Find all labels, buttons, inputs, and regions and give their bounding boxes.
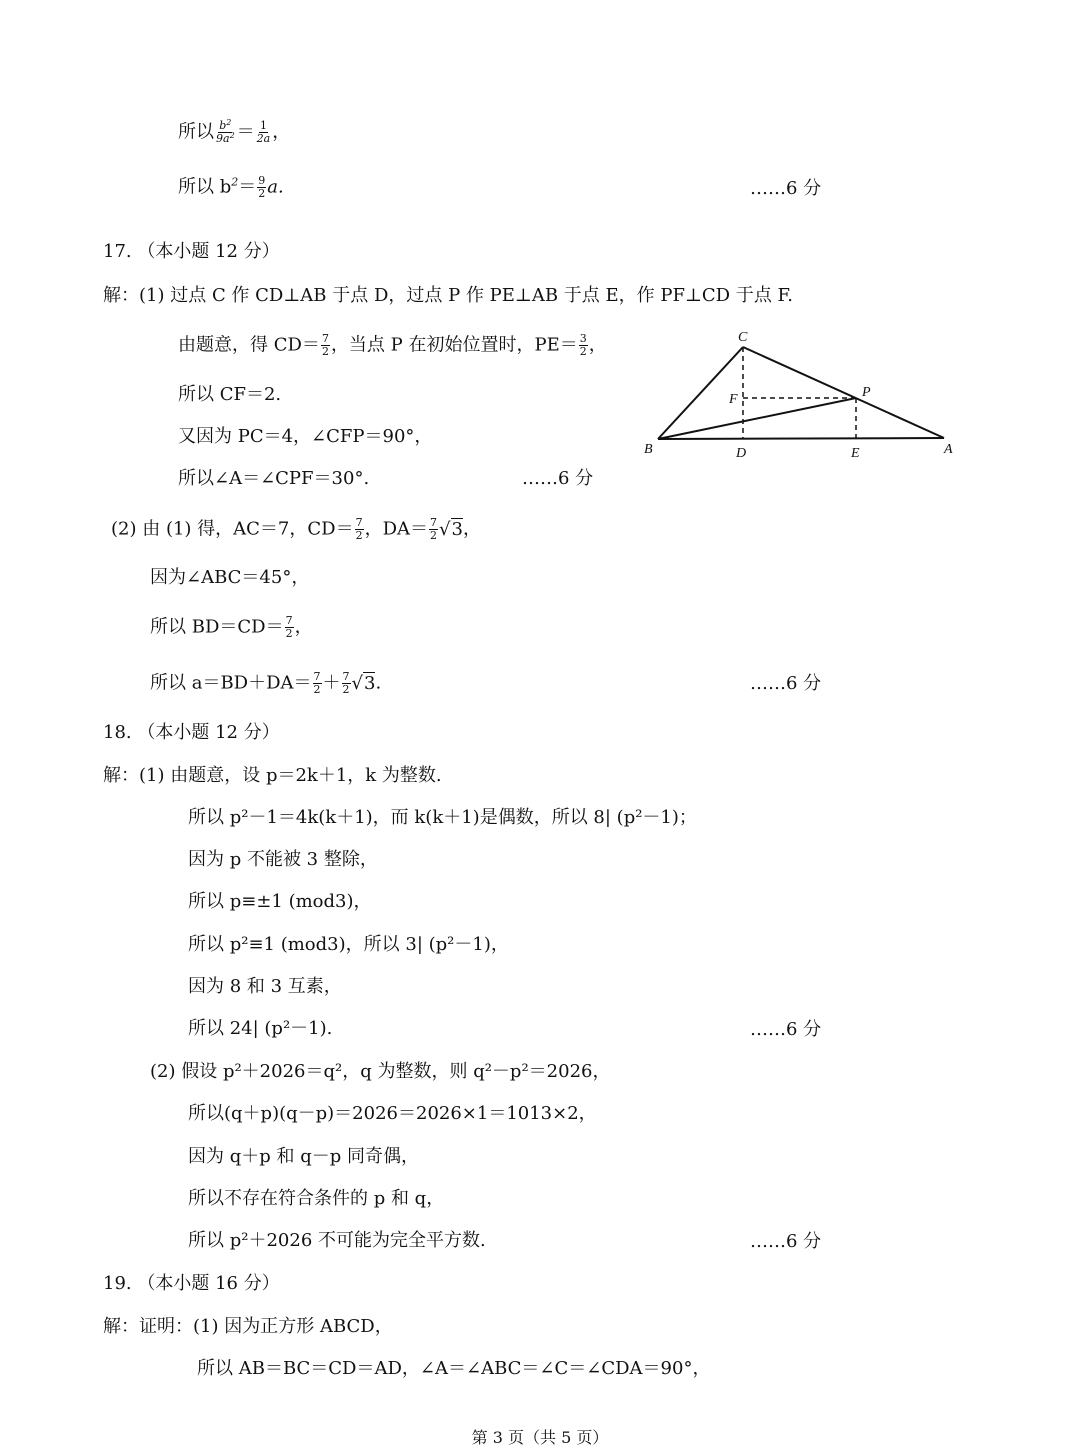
q17-line-cf: 所以 CF＝2. [178,384,282,405]
label-a: A [944,442,953,457]
q18-line-7: 所以 24| (p²－1). [188,1018,333,1039]
q18-line-3: 因为 p 不能被 3 整除， [188,849,378,870]
sqrt-3: √3 [439,518,463,540]
q18-line-4: 所以 p≡±1 (mod3)， [188,891,372,912]
q17-solution-intro: 解：(1) 过点 C 作 CD⊥AB 于点 D，过点 P 作 PE⊥AB 于点 E，作 PF⊥CD 于点 F. [103,285,793,306]
label-e: E [851,446,860,461]
label-c: C [738,330,748,345]
label-d: D [736,446,747,461]
fraction-7-over-2: $\frac{7}{2}$ [430,516,438,542]
q18-line-9: 所以(q＋p)(q－p)＝2026＝2026×1＝1013×2， [188,1103,597,1124]
fraction-7-over-2: $\frac{7}{2}$ [313,670,321,696]
fraction-7-over-2: $\frac{7}{2}$ [285,614,293,640]
fraction-3-over-2: $\frac{3}{2}$ [579,332,587,358]
score-mark: ……6 分 [750,1231,822,1252]
label-p: P [862,385,871,400]
q17-part2-line-2: 因为∠ABC＝45°， [150,567,310,588]
score-mark: ……6 分 [750,673,822,694]
fraction-9-over-2: $\frac{9}{2}$ [258,174,266,200]
fraction-7-over-2: $\frac{7}{2}$ [321,332,329,358]
q18-line-1: 解：(1) 由题意，设 p＝2k＋1，k 为整数. [103,765,442,786]
sqrt-3: √3 [351,672,376,694]
q19-header: 19. （本小题 16 分） [103,1273,280,1294]
q19-line-2: 所以 AB＝BC＝CD＝AD，∠A＝∠ABC＝∠C＝∠CDA＝90°， [197,1358,711,1379]
score-mark: ……6 分 [750,1019,822,1040]
label-f: F [729,392,738,407]
segment-ba [658,438,944,439]
q18-header: 18. （本小题 12 分） [103,722,280,743]
segment-bp [658,398,856,439]
fraction-7-over-2: $\frac{7}{2}$ [342,670,350,696]
prev-line-1: 所以 $\frac{b^2}{9a^2}$ ＝ $\frac{1}{2a}$ ， [178,118,291,145]
fraction-1-over-2a: $\frac{1}{2a}$ [256,119,271,145]
score-mark: ……6 分 [750,178,822,199]
q18-line-6: 因为 8 和 3 互素， [188,976,342,997]
page-footer: 第 3 页（共 5 页） [471,1428,609,1447]
prev-line-2: 所以 $b^2=$ $\frac{9}{2}$ a. [178,174,284,200]
label-b: B [644,442,653,457]
q18-line-5: 所以 p²≡1 (mod3)，所以 3| (p²－1)， [188,934,509,955]
q17-part2-line-4: 所以 a＝BD＋DA＝ $\frac{7}{2}$ ＋ $\frac{7}{2}$ √3. [150,670,382,696]
q18-line-12: 所以 p²＋2026 不可能为完全平方数. [188,1230,486,1251]
q18-line-11: 所以不存在符合条件的 p 和 q， [188,1188,445,1209]
q19-line-1: 解：证明：(1) 因为正方形 ABCD， [103,1316,393,1337]
q17-header: 17. （本小题 12 分） [103,241,280,262]
fraction-7-over-2: $\frac{7}{2}$ [355,516,363,542]
q18-line-8: (2) 假设 p²＋2026＝q²，q 为整数，则 q²－p²＝2026， [150,1061,611,1082]
segment-ca [743,347,944,438]
q17-part2-line-3: 所以 BD＝CD＝ $\frac{7}{2}$ ， [150,614,313,640]
score-mark: ……6 分 [522,468,594,489]
q18-line-10: 因为 q＋p 和 q－p 同奇偶， [188,1146,419,1167]
fraction-b2-over-9a2: $\frac{b^2}{9a^2}$ [216,118,235,145]
q17-line-angle-a: 所以∠A＝∠CPF＝30°. [178,468,370,489]
q18-line-2: 所以 p²－1＝4k(k＋1)，而 k(k＋1)是偶数，所以 8| (p²－1)； [188,807,697,828]
q17-line-pc: 又因为 PC＝4，∠CFP＝90°， [178,426,433,447]
q17-line-cd-pe: 由题意，得 CD＝ $\frac{7}{2}$ ，当点 P 在初始位置时，PE＝ $\frac{3}{2}$ ， [178,332,607,358]
triangle-figure [640,325,970,465]
q17-part2-line-1: (2) 由 (1) 得，AC＝7，CD＝ $\frac{7}{2}$ ，DA＝ $\frac{7}{2}$ √3， [111,516,481,542]
